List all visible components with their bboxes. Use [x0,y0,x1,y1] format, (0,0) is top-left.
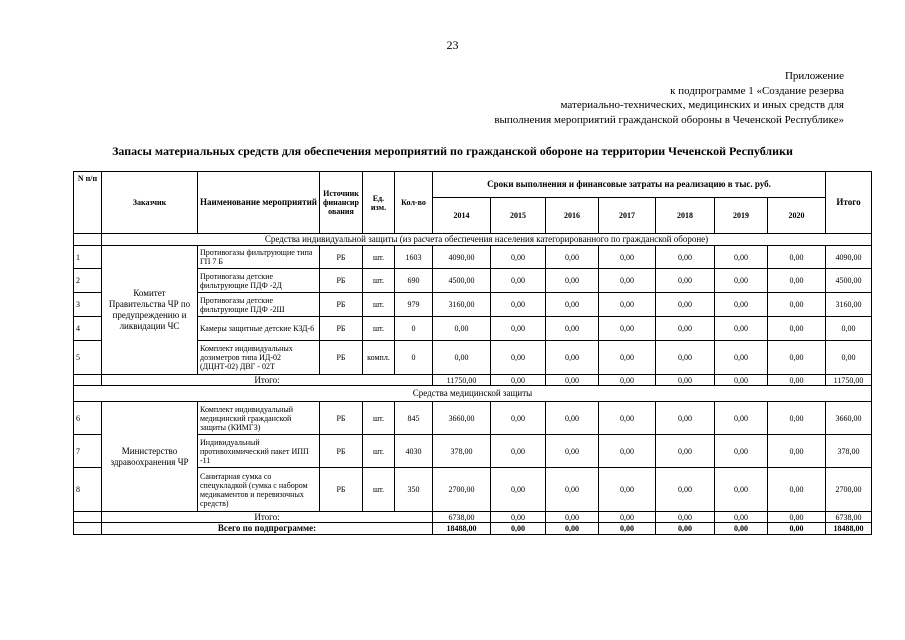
grand-total-total: 18488,00 [826,523,872,535]
row-name: Противогазы детские фильтрующие ПДФ -2Д [198,269,320,293]
subtotal-value: 0,00 [768,512,826,523]
row-value: 3660,00 [433,402,491,435]
row-value: 0,00 [768,269,826,293]
row-unit: шт. [363,402,395,435]
row-total: 4500,00 [826,269,872,293]
row-value: 0,00 [656,468,715,512]
row-value: 0,00 [546,293,599,317]
row-source: РБ [320,317,363,341]
row-name: Противогазы детские фильтрующие ПДФ -2Ш [198,293,320,317]
empty-cell [74,375,102,386]
row-value: 0,00 [491,468,546,512]
grand-total-value: 0,00 [599,523,656,535]
section-title: Средства медицинской защиты [74,386,872,402]
row-value: 0,00 [491,246,546,269]
reserves-table [73,171,872,535]
row-value: 0,00 [715,435,768,468]
grand-total-value: 0,00 [715,523,768,535]
row-total: 2700,00 [826,468,872,512]
row-unit: шт. [363,468,395,512]
row-unit: компл. [363,341,395,375]
row-total: 4090,00 [826,246,872,269]
row-value: 0,00 [599,435,656,468]
row-total: 378,00 [826,435,872,468]
section-row [74,234,872,246]
table-row [74,402,872,435]
row-value: 0,00 [656,246,715,269]
row-value: 4090,00 [433,246,491,269]
row-qty: 690 [395,269,433,293]
grand-total-value: 18488,00 [433,523,491,535]
row-value: 0,00 [433,317,491,341]
row-qty: 979 [395,293,433,317]
header-num: N п/п [74,172,102,234]
row-value: 0,00 [599,468,656,512]
customer-cell: Министерство здравоохранения ЧР [102,402,198,512]
section-title: Средства индивидуальной защиты (из расчета обеспечения населения категорированного по гражданской обороне) [102,234,872,246]
row-name: Комплект индивидуальных дозиметров типа ИД-02 (ДЦНТ-02) ДВГ - 02Т [198,341,320,375]
row-num: 8 [74,468,102,512]
row-unit: шт. [363,317,395,341]
header-year: 2018 [656,198,715,234]
subtotal-value: 0,00 [491,375,546,386]
appendix-line: Приложение [784,70,844,82]
header-customer: Заказчик [102,172,198,234]
row-source: РБ [320,468,363,512]
row-name: Противогазы фильтрующие типа ГП 7 Б [198,246,320,269]
header-year: 2017 [599,198,656,234]
row-qty: 0 [395,341,433,375]
grand-total-value: 0,00 [546,523,599,535]
subtotal-value: 0,00 [599,375,656,386]
row-num: 3 [74,293,102,317]
row-value: 0,00 [599,269,656,293]
row-name: Санитарная сумка со спецукладкой (сумка с набором медикаментов и перевязочных средств) [198,468,320,512]
row-total: 3660,00 [826,402,872,435]
row-num: 4 [74,317,102,341]
grand-total-row [74,523,872,535]
subtotal-value: 0,00 [546,375,599,386]
row-value: 0,00 [599,317,656,341]
row-value: 378,00 [433,435,491,468]
row-qty: 0 [395,317,433,341]
row-qty: 4030 [395,435,433,468]
row-qty: 1603 [395,246,433,269]
header-name: Наименование мероприятий [198,172,320,234]
subtotal-value: 0,00 [715,375,768,386]
row-unit: шт. [363,293,395,317]
row-value: 3160,00 [433,293,491,317]
row-value: 0,00 [715,341,768,375]
subtotal-label: Итого: [102,512,433,523]
header-qty: Кол-во [395,172,433,234]
row-value: 0,00 [768,293,826,317]
subtotal-total: 6738,00 [826,512,872,523]
row-value: 0,00 [546,317,599,341]
row-value: 0,00 [715,293,768,317]
row-qty: 350 [395,468,433,512]
subtotal-value: 0,00 [768,375,826,386]
row-source: РБ [320,293,363,317]
row-value: 0,00 [491,317,546,341]
section-row [74,386,872,402]
row-value: 0,00 [599,246,656,269]
row-name: Индивидуальный противохимический пакет ИПП -11 [198,435,320,468]
row-value: 0,00 [656,293,715,317]
row-num: 1 [74,246,102,269]
row-unit: шт. [363,269,395,293]
table-header-row [74,172,872,198]
row-value: 0,00 [546,246,599,269]
row-total: 0,00 [826,341,872,375]
row-total: 0,00 [826,317,872,341]
row-source: РБ [320,246,363,269]
row-value: 0,00 [715,402,768,435]
row-value: 0,00 [768,402,826,435]
row-value: 0,00 [491,435,546,468]
row-value: 0,00 [546,402,599,435]
row-value: 0,00 [546,341,599,375]
row-name: Комплект индивидуальный медицинский гражданской защиты (КИМГЗ) [198,402,320,435]
subtotal-label: Итого: [102,375,433,386]
row-num: 6 [74,402,102,435]
empty-cell [74,512,102,523]
row-value: 0,00 [599,293,656,317]
header-year: 2014 [433,198,491,234]
row-value: 0,00 [546,435,599,468]
subtotal-value: 0,00 [546,512,599,523]
empty-cell [74,523,102,535]
row-value: 0,00 [715,468,768,512]
row-value: 0,00 [491,269,546,293]
row-source: РБ [320,269,363,293]
header-source: Источник финансирования [320,172,363,234]
row-value: 0,00 [546,269,599,293]
header-year: 2016 [546,198,599,234]
row-unit: шт. [363,246,395,269]
row-value: 0,00 [768,317,826,341]
empty-cell [74,234,102,246]
grand-total-value: 0,00 [768,523,826,535]
row-value: 0,00 [599,402,656,435]
row-value: 0,00 [491,402,546,435]
subtotal-value: 0,00 [715,512,768,523]
subtotal-value: 0,00 [599,512,656,523]
grand-total-label: Всего по подпрограмме: [102,523,433,535]
row-source: РБ [320,435,363,468]
appendix-line: материально-технических, медицинских и иных средств для [560,99,844,111]
header-year: 2020 [768,198,826,234]
row-num: 7 [74,435,102,468]
row-value: 0,00 [433,341,491,375]
row-value: 4500,00 [433,269,491,293]
subtotal-value: 6738,00 [433,512,491,523]
customer-cell: Комитет Правительства ЧР по предупреждению и ликвидации ЧС [102,246,198,375]
row-value: 0,00 [656,269,715,293]
row-value: 0,00 [491,341,546,375]
page-number: 23 [446,38,459,52]
document-title: Запасы материальных средств для обеспечения мероприятий по гражданской обороне на территории Чеченской Республики [112,144,793,158]
row-source: РБ [320,402,363,435]
table-row [74,246,872,269]
row-value: 2700,00 [433,468,491,512]
row-source: РБ [320,341,363,375]
row-total: 3160,00 [826,293,872,317]
row-value: 0,00 [715,246,768,269]
row-value: 0,00 [768,246,826,269]
row-value: 0,00 [599,341,656,375]
row-value: 0,00 [768,435,826,468]
header-total: Итого [826,172,872,234]
row-num: 2 [74,269,102,293]
grand-total-value: 0,00 [491,523,546,535]
appendix-line: к подпрограмме 1 «Создание резерва [670,84,844,97]
appendix-note [494,69,844,127]
grand-total-value: 0,00 [656,523,715,535]
row-value: 0,00 [715,269,768,293]
row-qty: 845 [395,402,433,435]
row-value: 0,00 [715,317,768,341]
header-unit: Ед. изм. [363,172,395,234]
row-value: 0,00 [768,341,826,375]
subtotal-value: 0,00 [656,512,715,523]
row-num: 5 [74,341,102,375]
subtotal-row [74,375,872,386]
row-value: 0,00 [491,293,546,317]
row-value: 0,00 [656,317,715,341]
subtotal-total: 11750,00 [826,375,872,386]
row-value: 0,00 [768,468,826,512]
row-value: 0,00 [656,402,715,435]
header-terms: Сроки выполнения и финансовые затраты на реализацию в тыс. руб. [433,172,826,198]
row-unit: шт. [363,435,395,468]
row-value: 0,00 [656,435,715,468]
row-value: 0,00 [656,341,715,375]
header-year: 2019 [715,198,768,234]
appendix-line: выполнения мероприятий гражданской обороны в Чеченской Республике» [494,113,844,126]
subtotal-row [74,512,872,523]
subtotal-value: 0,00 [491,512,546,523]
row-value: 0,00 [546,468,599,512]
header-year: 2015 [491,198,546,234]
row-name: Камеры защитные детские КЗД-6 [198,317,320,341]
subtotal-value: 11750,00 [433,375,491,386]
subtotal-value: 0,00 [656,375,715,386]
